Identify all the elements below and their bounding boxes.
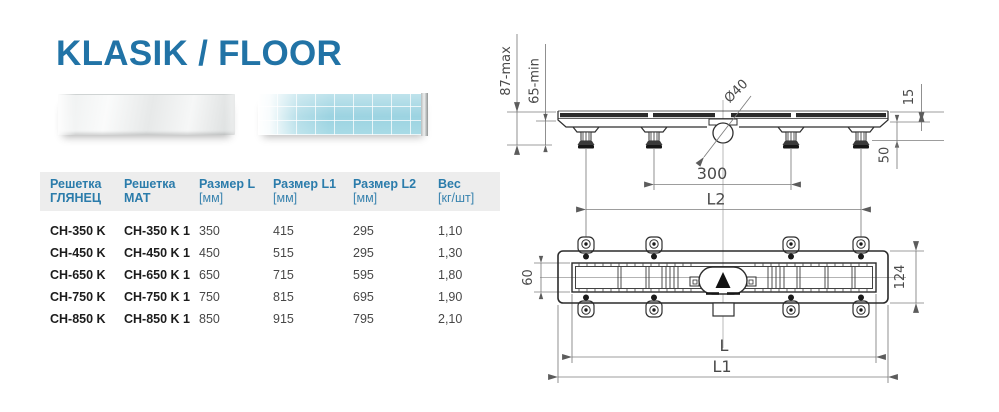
table-row: CH-850 K CH-850 K 1 850 915 795 2,10 — [50, 312, 463, 326]
dim-label-diameter-40: Ø40 — [721, 76, 752, 107]
table-row: CH-350 K CH-350 K 1 350 415 295 1,10 — [50, 224, 463, 238]
col-header-grate-matte: Решетка МАТ — [124, 177, 176, 205]
side-view-drawing — [499, 34, 944, 348]
dim-label-15: 15 — [902, 88, 917, 106]
col-header-weight: Вес [кг/шт] — [438, 177, 475, 205]
dim-label-60: 60 — [521, 269, 536, 286]
dim-label-87max: 87-max — [499, 46, 514, 96]
dim-label-65min: 65-min — [527, 58, 543, 104]
table-row: CH-750 K CH-750 K 1 750 815 695 1,90 — [50, 290, 463, 304]
page-title: KLASIK / FLOOR — [56, 34, 343, 73]
dim-label-l1: L1 — [712, 357, 732, 376]
dim-label-l2: L2 — [706, 189, 726, 209]
dim-label-l: L — [719, 336, 729, 355]
top-view-drawing — [521, 237, 924, 383]
col-header-size-l: Размер L [мм] — [199, 177, 256, 205]
col-header-size-l2: Размер L2 [мм] — [353, 177, 417, 205]
dim-label-124: 124 — [893, 264, 908, 290]
table-row: CH-650 K CH-650 K 1 650 715 595 1,80 — [50, 268, 463, 282]
dim-label-300: 300 — [696, 164, 728, 183]
col-header-grate-glossy: Решетка ГЛЯНЕЦ — [50, 177, 102, 205]
outlet-tab — [713, 303, 734, 316]
table-row: CH-450 K CH-450 K 1 450 515 295 1,30 — [50, 246, 463, 260]
dim-label-50: 50 — [877, 146, 893, 164]
col-header-size-l1: Размер L1 [мм] — [273, 177, 337, 205]
